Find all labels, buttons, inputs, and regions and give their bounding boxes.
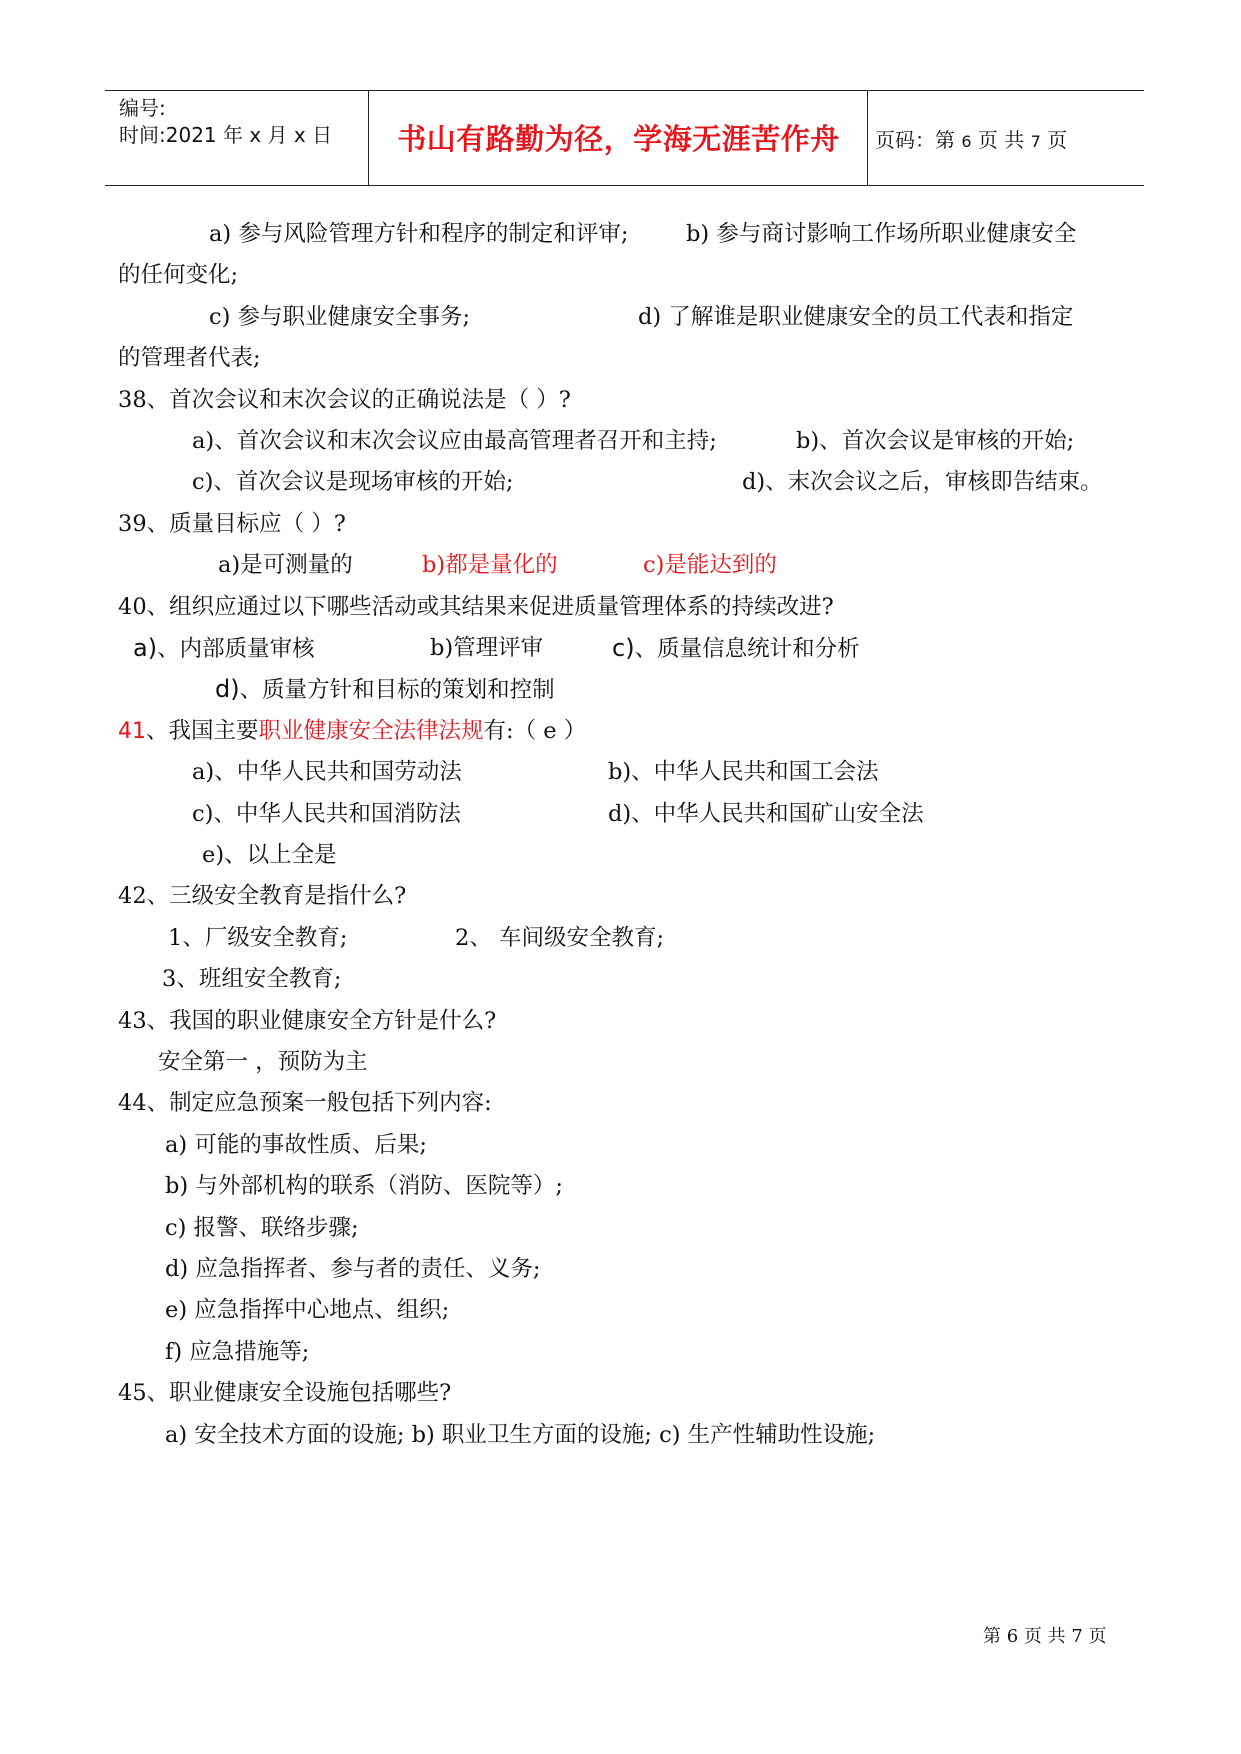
question-42-item-1: 1、厂级安全教育; (168, 925, 348, 951)
question-41-option-b: b)、中华人民共和国工会法 (608, 759, 879, 785)
question-45-items: a) 安全技术方面的设施; b) 职业卫生方面的设施; c) 生产性辅助性设施; (165, 1422, 876, 1448)
question-40-option-c (612, 633, 860, 664)
question-39: 39、质量目标应（ ）? (118, 511, 346, 537)
question-44-item-e: e) 应急指挥中心地点、组织; (165, 1297, 450, 1323)
option-line-1a: a) 参与风险管理方针和程序的制定和评审; (209, 221, 629, 247)
question-44-item-c: c) 报警、联络步骤; (165, 1215, 359, 1241)
question-44-item-a: a) 可能的事故性质、后果; (165, 1132, 427, 1158)
option-line-3a: c) 参与职业健康安全事务; (209, 304, 471, 330)
question-44-item-b: b) 与外部机构的联系（消防、医院等）; (165, 1173, 563, 1199)
option-line-2: 的任何变化; (118, 262, 239, 288)
question-40-option-d-letter: d) (215, 675, 240, 703)
question-44: 44、制定应急预案一般包括下列内容: (118, 1090, 492, 1116)
question-39-option-c: c)是能达到的 (643, 552, 777, 578)
question-40-option-a-text: 、内部质量审核 (157, 636, 315, 662)
page-prefix: 页码：第 (875, 128, 955, 152)
question-42: 42、三级安全教育是指什么? (118, 883, 407, 909)
question-40-option-d-text: 、质量方针和目标的策划和控制 (239, 677, 555, 703)
question-38-option-a: a)、首次会议和末次会议应由最高管理者召开和主持; (192, 428, 717, 454)
question-41-option-c: c)、中华人民共和国消防法 (192, 801, 461, 827)
question-41-highlight: 职业健康安全法律法规 (258, 718, 484, 744)
question-41 (118, 716, 586, 747)
time-value: 2021 年 x 月 x 日 (165, 123, 333, 147)
option-line-4: 的管理者代表; (118, 345, 261, 371)
page-mid: 页 共 (977, 128, 1025, 152)
question-41-number: 41 (118, 719, 146, 744)
time-label: 时间: (119, 123, 166, 147)
question-40-option-b: b)管理评审 (430, 635, 544, 661)
question-38-option-d: d)、末次会议之后，审核即告结束。 (742, 469, 1103, 495)
page-total: 7 (1030, 132, 1041, 151)
page-footer: 第 6 页 共 7 页 (983, 1626, 1107, 1647)
header-page-info (875, 124, 1067, 153)
option-line-1b: b) 参与商讨影响工作场所职业健康安全 (686, 221, 1077, 247)
question-40-option-c-letter: c) (612, 634, 635, 662)
question-42-item-2: 2、 车间级安全教育; (455, 925, 665, 951)
time-line (119, 122, 332, 149)
question-43: 43、我国的职业健康安全方针是什么? (118, 1008, 497, 1034)
page-header (105, 90, 1144, 186)
header-divider-left (368, 91, 369, 185)
question-39-option-b: b)都是量化的 (422, 552, 558, 578)
question-41-option-a: a)、中华人民共和国劳动法 (192, 759, 462, 785)
header-slogan: 书山有路勤为径，学海无涯苦作舟 (397, 122, 840, 156)
serial-label: 编号: (119, 96, 166, 120)
question-44-item-d: d) 应急指挥者、参与者的责任、义务; (165, 1256, 541, 1282)
question-40-option-c-text: 、质量信息统计和分析 (634, 636, 860, 662)
question-38-option-b: b)、首次会议是审核的开始; (796, 428, 1075, 454)
question-45: 45、职业健康安全设施包括哪些? (118, 1380, 452, 1406)
question-40-option-a-letter: a) (133, 634, 158, 662)
header-meta (119, 95, 332, 149)
page-number: 6 (961, 132, 972, 151)
header-divider-right (867, 91, 868, 185)
question-38-option-c: c)、首次会议是现场审核的开始; (192, 469, 514, 495)
option-line-3b: d) 了解谁是职业健康安全的员工代表和指定 (638, 304, 1074, 330)
question-41-option-e: e)、以上全是 (202, 842, 337, 868)
question-43-answer: 安全第一 ，预防为主 (158, 1049, 368, 1075)
question-38: 38、首次会议和末次会议的正确说法是（ ）? (118, 387, 571, 413)
question-41-post: 有:（ e ） (483, 718, 587, 744)
question-42-item-3: 3、班组安全教育; (162, 966, 342, 992)
question-40-option-d (215, 674, 555, 705)
question-40-option-a (133, 633, 315, 664)
page-suffix: 页 (1047, 128, 1068, 152)
question-41-option-d: d)、中华人民共和国矿山安全法 (608, 801, 924, 827)
question-44-item-f: f) 应急措施等; (165, 1339, 310, 1365)
question-40: 40、组织应通过以下哪些活动或其结果来促进质量管理体系的持续改进? (118, 594, 834, 620)
question-41-pre: 、我国主要 (146, 718, 259, 744)
question-39-option-a: a)是可测量的 (218, 552, 353, 578)
